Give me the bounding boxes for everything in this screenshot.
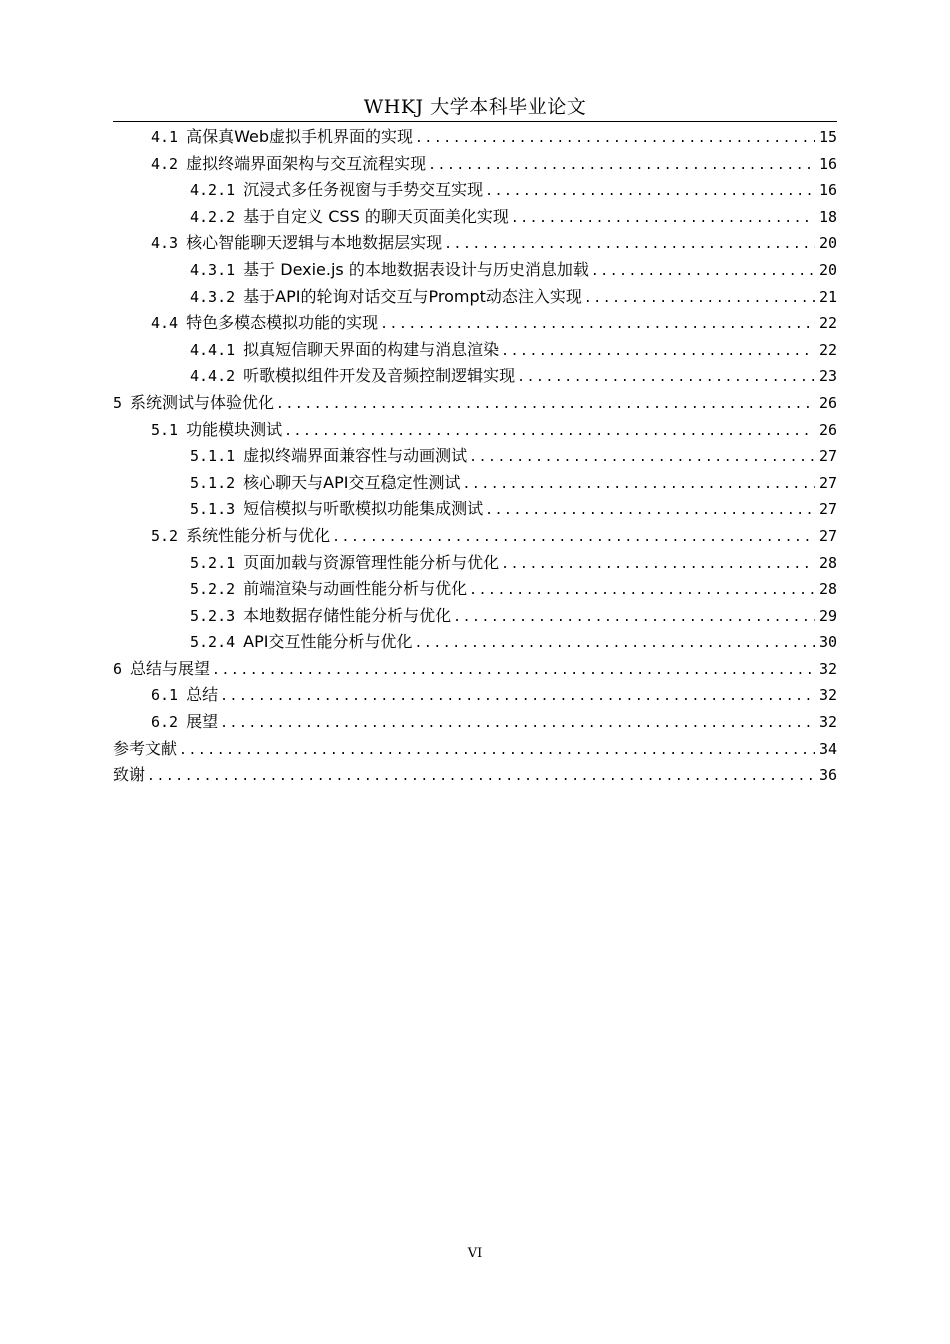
toc-entry-title: 致谢 [113,765,146,785]
toc-entry[interactable] [113,230,837,257]
running-header: WHKJ 大学本科毕业论文 [363,96,587,118]
toc-entry-title: 沉浸式多任务视窗与手势交互实现 [243,180,484,200]
toc-entry-number: 5 [113,393,123,412]
toc-entry-title: 总结 [186,685,219,705]
toc-entry-number: 4.2 [151,154,179,173]
toc-leader-dots [462,472,815,499]
toc-entry-title: 虚拟终端界面架构与交互流程实现 [186,153,427,173]
toc-leader-dots [212,658,815,685]
toc-entry[interactable] [113,523,837,550]
toc-entry-page: 26 [818,393,837,412]
toc-entry-title: 核心聊天与API交互稳定性测试 [243,472,461,492]
toc-entry-page: 27 [818,447,837,466]
toc-entry[interactable] [113,550,837,577]
toc-entry-page: 26 [818,420,837,439]
toc-entry-title: 系统测试与体验优化 [130,392,275,412]
toc-entry[interactable] [113,736,837,763]
toc-entry-page: 18 [818,207,837,226]
toc-entry-title: API交互性能分析与优化 [243,632,413,652]
toc-entry-title: 拟真短信聊天界面的构建与消息渲染 [243,339,500,359]
toc-leader-dots [276,392,815,419]
toc-leader-dots [469,445,815,472]
toc-entry[interactable] [113,603,837,630]
toc-entry-number: 5.2.3 [190,606,236,625]
toc-leader-dots [415,126,815,153]
toc-entry[interactable] [113,576,837,603]
toc-entry[interactable] [113,762,837,789]
toc-entry[interactable] [113,337,837,364]
toc-entry-title: 短信模拟与听歌模拟功能集成测试 [243,499,484,519]
toc-entry-title: 高保真Web虚拟手机界面的实现 [186,127,413,146]
toc-leader-dots [517,365,815,392]
header-rule [113,121,837,122]
toc-entry[interactable] [113,709,837,736]
toc-entry-title: 本地数据存储性能分析与优化 [243,605,452,625]
toc-entry[interactable] [113,257,837,284]
toc-entry-title: 基于API的轮询对话交互与Prompt动态注入实现 [243,286,582,306]
toc-leader-dots [511,206,815,233]
toc-leader-dots [332,525,815,552]
toc-entry[interactable] [113,363,837,390]
toc-entry-title: 参考文献 [113,738,178,758]
toc-entry-page: 16 [818,181,837,200]
toc-entry-title: 基于 Dexie.js 的本地数据表设计与历史消息加载 [243,259,589,279]
toc-leader-dots [501,339,815,366]
toc-entry[interactable] [113,443,837,470]
toc-entry-number: 4.3.1 [190,260,236,279]
toc-leader-dots [591,259,815,286]
toc-entry[interactable] [113,390,837,417]
toc-entry[interactable] [113,284,837,311]
toc-entry-page: 15 [818,128,837,146]
toc-entry-page: 29 [818,606,837,625]
toc-entry-number: 6.1 [151,686,179,705]
toc-entry-number: 4.2.2 [190,207,236,226]
toc-entry[interactable] [113,124,837,151]
toc-entry-number: 4.4.2 [190,367,236,386]
toc-entry-title: 页面加载与资源管理性能分析与优化 [243,552,500,572]
toc-leader-dots [284,419,815,446]
toc-entry-number: 5.1 [151,420,179,439]
toc-leader-dots [453,605,815,632]
toc-entry-page: 30 [818,633,837,652]
toc-entry-page: 23 [818,367,837,386]
toc-entry-page: 28 [818,553,837,572]
toc-leader-dots [414,631,815,658]
toc-entry-page: 32 [818,686,837,705]
toc-entry-number: 5.1.2 [190,473,236,492]
toc-entry-number: 4.3.2 [190,287,236,306]
toc-leader-dots [428,153,815,180]
toc-entry-title: 系统性能分析与优化 [186,525,331,545]
toc-entry-title: 基于自定义 CSS 的聊天页面美化实现 [243,206,509,226]
toc-entry-page: 27 [818,500,837,519]
toc-entry-page: 21 [818,287,837,306]
table-of-contents [113,124,837,789]
toc-leader-dots [220,711,815,738]
toc-leader-dots [179,738,815,765]
toc-entry-page: 32 [818,659,837,678]
toc-entry[interactable] [113,417,837,444]
toc-entry[interactable] [113,656,837,683]
toc-entry-page: 36 [818,766,837,785]
toc-leader-dots [380,312,815,339]
toc-entry-number: 4.1 [151,128,179,146]
toc-entry[interactable] [113,470,837,497]
toc-entry-title: 总结与展望 [130,658,211,678]
toc-entry-page: 22 [818,314,837,333]
toc-entry-number: 5.2 [151,526,179,545]
toc-entry-number: 4.3 [151,234,179,253]
toc-entry-page: 20 [818,234,837,253]
toc-leader-dots [147,764,815,791]
toc-entry-page: 20 [818,260,837,279]
toc-leader-dots [485,179,815,206]
toc-entry-number: 5.2.4 [190,633,236,652]
toc-leader-dots [584,286,815,313]
toc-leader-dots [501,552,815,579]
toc-entry-title: 核心智能聊天逻辑与本地数据层实现 [186,233,443,253]
toc-leader-dots [444,232,815,259]
toc-entry-number: 5.1.1 [190,447,236,466]
toc-entry-title: 特色多模态模拟功能的实现 [186,313,379,333]
toc-leader-dots [469,578,815,605]
toc-entry[interactable] [113,204,837,231]
toc-entry-page: 16 [818,154,837,173]
toc-entry-page: 27 [818,473,837,492]
toc-entry[interactable] [113,310,837,337]
page-number: VI [467,1246,483,1261]
toc-leader-dots [220,684,815,711]
toc-entry-title: 前端渲染与动画性能分析与优化 [243,579,468,599]
toc-entry-number: 6.2 [151,713,179,732]
toc-entry[interactable] [113,151,837,178]
toc-entry-page: 32 [818,713,837,732]
toc-entry-number: 4.4.1 [190,340,236,359]
toc-entry[interactable] [113,682,837,709]
toc-entry-number: 5.2.1 [190,553,236,572]
toc-entry-page: 28 [818,580,837,599]
toc-entry-title: 虚拟终端界面兼容性与动画测试 [243,446,468,466]
toc-entry-title: 展望 [186,712,219,732]
toc-entry-number: 5.1.3 [190,500,236,519]
toc-entry[interactable] [113,177,837,204]
toc-entry-page: 22 [818,340,837,359]
toc-entry[interactable] [113,496,837,523]
toc-entry-number: 6 [113,659,123,678]
toc-entry-page: 34 [818,739,837,758]
toc-entry-number: 4.2.1 [190,181,236,200]
toc-leader-dots [485,498,815,525]
toc-entry-page: 27 [818,526,837,545]
toc-entry[interactable] [113,629,837,656]
toc-entry-number: 4.4 [151,314,179,333]
toc-entry-number: 5.2.2 [190,580,236,599]
toc-entry-title: 功能模块测试 [186,419,283,439]
toc-entry-title: 听歌模拟组件开发及音频控制逻辑实现 [243,366,516,386]
